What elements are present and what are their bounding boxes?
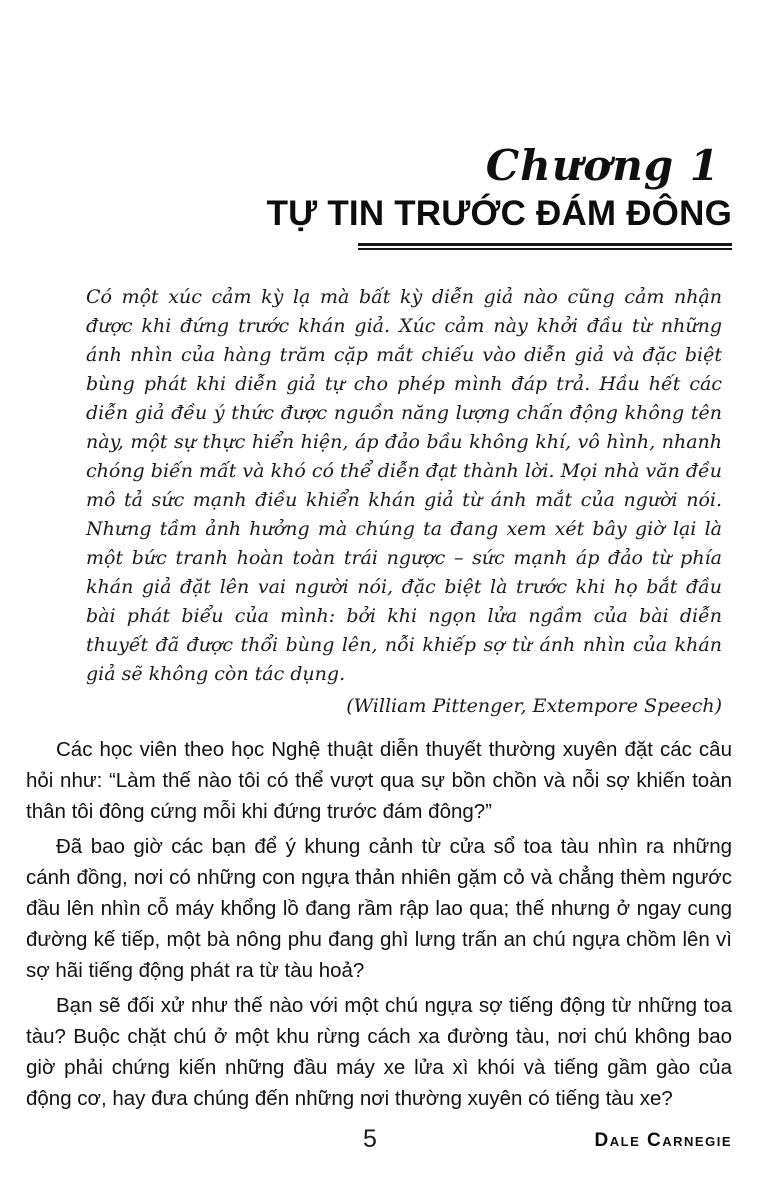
page-footer [0,1124,780,1160]
paragraph: Bạn sẽ đối xử như thế nào với một chú ngựa sợ tiếng động từ những toa tàu? Buộc chặt chú ở một khu rừng cách xa đường tàu, nơi chú không bao giờ phải chứng kiến những đầu máy xe lửa xì khói và tiếng gầm gào của động cơ, hay đưa chúng đến những nơi thường xuyên có tiếng tàu xe? [26,994,732,1110]
chapter-title: TỰ TIN TRƯỚC ĐÁM ĐÔNG [266,194,732,233]
chapter-header [26,142,732,250]
epigraph-attribution: (William Pittenger, Extempore Speech) [346,695,722,717]
page-number: 5 [363,1125,377,1153]
paragraph: Các học viên theo học Nghệ thuật diễn thuyết thường xuyên đặt các câu hỏi như: “Làm thế nào tôi có thể vượt qua sự bồn chồn và nỗi sợ khiến toàn thân tôi đông cứng mỗi khi đứng trước đám đông?” [26,738,732,823]
epigraph-text: Có một xúc cảm kỳ lạ mà bất kỳ diễn giả nào cũng cảm nhận được khi đứng trước khán giả. Xúc cảm này khởi đầu từ những ánh nhìn của hàng trăm cặp mắt chiếu vào diễn giả và đặc biệt bùng phát khi diễn giả tự cho phép mình đáp trả. Hầu hết các diễn giả đều ý thức được nguồn năng lượng chấn động không tên này, một sự thực hiển hiện, áp đảo bầu không khí, vô hình, nhanh chóng biến mất và khó có thể diễn đạt thành lời. Mọi nhà văn đều mô tả sức mạnh điều khiển khán giả từ ánh mắt của người nói. Nhưng tầm ảnh hưởng mà chúng ta đang xem xét bây giờ lại là một bức tranh hoàn toàn trái ngược – sức mạnh áp đảo từ phía khán giả đặt lên vai người nói, đặc biệt là trước khi họ bắt đầu bài phát biểu của mình: bởi khi ngọn lửa ngầm của bài diễn thuyết đã được thổi bùng lên, nỗi khiếp sợ từ ánh nhìn của khán giả sẽ không còn tác dụng. [86,286,722,685]
paragraph: Đã bao giờ các bạn để ý khung cảnh từ cửa sổ toa tàu nhìn ra những cánh đồng, nơi có những con ngựa thản nhiên gặm cỏ và chẳng thèm ngước đầu lên nhìn cỗ máy khổng lồ đang rầm rập lao qua; thế nhưng ở ngay cung đường kế tiếp, một bà nông phu đang ghì lưng trấn an chú ngựa chồm lên vì sợ hãi tiếng động phát ra từ tàu hoả? [26,835,732,982]
body-text [26,734,732,1114]
title-divider [358,243,732,250]
author-name: Dale Carnegie [594,1130,732,1151]
chapter-label: Chương 1 [485,141,720,190]
epigraph-quote [86,283,722,721]
